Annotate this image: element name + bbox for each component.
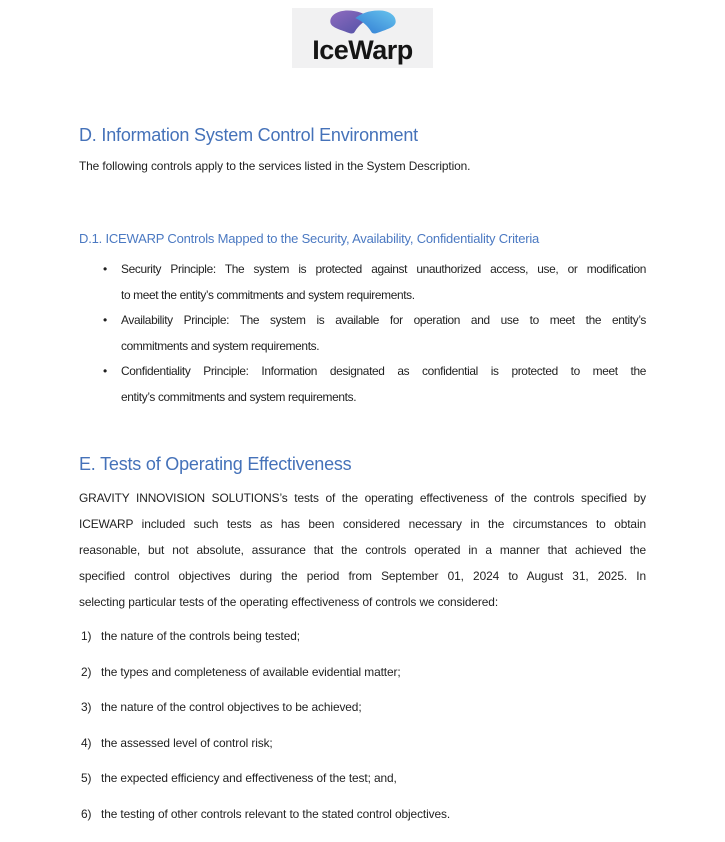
tests-paragraph: [79, 485, 646, 615]
bullet-text-line: Security Principle: The system is protected against unauthorized access, use, or modification: [121, 262, 646, 276]
bullet-text-line: Availability Principle: The system is available for operation and use to meet the entity’s: [121, 313, 646, 327]
bullet-text-line: to meet the entity’s commitments and system requirements.: [121, 287, 415, 302]
paragraph-line: GRAVITY INNOVISION SOLUTIONS’s tests of the operating effectiveness of the controls specified by: [79, 491, 646, 505]
numbered-item: [79, 807, 646, 821]
heading-section-d1: D.1. ICEWARP Controls Mapped to the Security, Availability, Confidentiality Criteria: [79, 231, 540, 246]
item-number: 5): [81, 771, 92, 785]
bullet-text-line: commitments and system requirements.: [121, 338, 320, 353]
paragraph-line: ICEWARP included such tests as has been considered necessary in the circumstances to obtain: [79, 517, 646, 531]
item-number: 2): [81, 664, 92, 679]
numbered-item-text: the nature of the control objectives to be achieved;: [101, 700, 362, 714]
numbered-item: [79, 736, 646, 750]
list-item: [79, 359, 646, 410]
logo: [292, 8, 433, 68]
numbered-item-text: the types and completeness of available evidential matter;: [101, 664, 401, 679]
numbered-item: [79, 629, 646, 643]
bullet-icon: •: [103, 313, 108, 327]
numbered-item-text: the testing of other controls relevant to the stated control objectives.: [101, 806, 451, 821]
numbered-item: [79, 771, 646, 785]
numbered-item-text: the nature of the controls being tested;: [101, 629, 300, 643]
paragraph-line: reasonable, but not absolute, assurance that the controls operated in a manner that achieved the: [79, 543, 646, 557]
item-number: 4): [81, 735, 92, 750]
paragraph-line: selecting particular tests of the operating effectiveness of controls we considered:: [79, 595, 499, 609]
bullet-text-line: entity’s commitments and system requirements.: [121, 389, 357, 404]
numbered-item: [79, 665, 646, 679]
considerations-numbered-list: [79, 629, 646, 842]
principles-bullet-list: [79, 257, 646, 410]
intro-paragraph: The following controls apply to the services listed in the System Description.: [79, 159, 471, 173]
numbered-item-text: the expected efficiency and effectiveness of the test; and,: [101, 771, 397, 785]
list-item: [79, 257, 646, 308]
bullet-text-line: Confidentiality Principle: Information designated as confidential is protected to meet the: [121, 364, 646, 378]
paragraph-line: specified control objectives during the period from September 01, 2024 to August 31, 2025. In: [79, 569, 646, 583]
numbered-item-text: the assessed level of control risk;: [101, 735, 273, 750]
item-number: 1): [81, 629, 92, 643]
bullet-icon: •: [103, 364, 108, 378]
item-number: 3): [81, 700, 92, 714]
logo-wordmark: IceWarp: [312, 35, 413, 65]
list-item: [79, 308, 646, 359]
bullet-icon: •: [103, 262, 108, 276]
heading-section-e: E. Tests of Operating Effectiveness: [79, 454, 352, 474]
numbered-item: [79, 700, 646, 714]
icewarp-wings-icon: [326, 9, 400, 34]
heading-section-d: D. Information System Control Environment: [79, 125, 418, 145]
item-number: 6): [81, 806, 92, 821]
